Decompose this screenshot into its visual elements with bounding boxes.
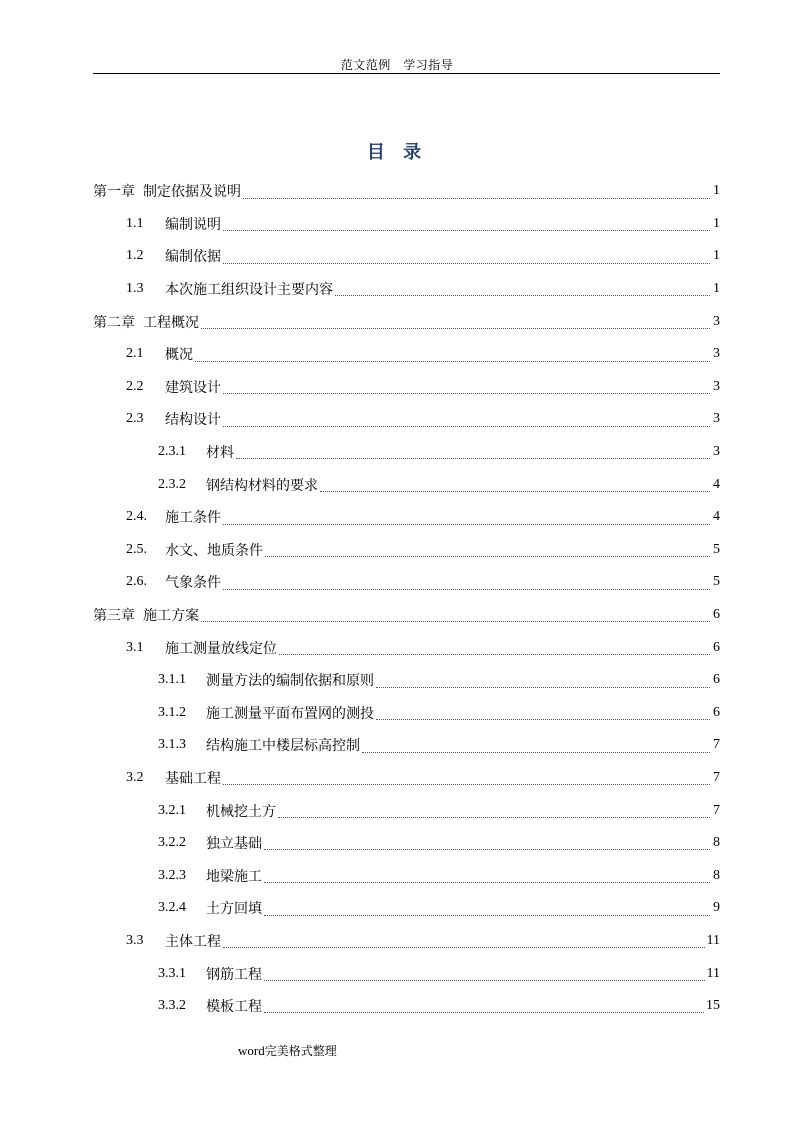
toc-leader-dots — [376, 718, 710, 720]
toc-entry-page: 5 — [713, 574, 720, 590]
toc-entry-number: 3.1 — [126, 639, 144, 655]
toc-entry-title: 基础工程 — [165, 770, 221, 787]
toc-leader-dots — [201, 620, 710, 622]
toc-entry-page: 7 — [713, 802, 720, 818]
toc-leader-dots — [223, 425, 710, 427]
toc-entry[interactable] — [93, 403, 720, 436]
toc-entry-page: 11 — [706, 932, 720, 948]
toc-entry[interactable] — [93, 566, 720, 599]
toc-entry[interactable] — [93, 599, 720, 632]
toc-entry-title: 建筑设计 — [165, 379, 221, 396]
toc-entry-title: 测量方法的编制依据和原则 — [206, 673, 374, 690]
toc-entry[interactable] — [93, 338, 720, 371]
toc-entry[interactable] — [93, 305, 720, 338]
toc-entry-page: 1 — [713, 248, 720, 264]
toc-entry-page: 1 — [713, 281, 720, 297]
toc-leader-dots — [264, 914, 710, 916]
toc-entry[interactable] — [93, 468, 720, 501]
toc-entry-number: 第一章 — [93, 184, 135, 201]
toc-entry[interactable] — [93, 240, 720, 273]
page-header: 范文范例 学习指导 — [340, 58, 454, 72]
toc-leader-dots — [264, 881, 710, 883]
toc-entry-number: 3.2.4 — [158, 900, 186, 916]
toc-entry-title: 地梁施工 — [206, 868, 262, 885]
toc-entry[interactable] — [93, 436, 720, 469]
toc-leader-dots — [335, 294, 710, 296]
toc-leader-dots — [264, 848, 710, 850]
toc-leader-dots — [223, 588, 710, 590]
toc-entry-page: 4 — [713, 476, 720, 492]
toc-entry-number: 2.5. — [126, 541, 147, 557]
toc-entry-title: 编制说明 — [165, 216, 221, 233]
toc-entry-title: 独立基础 — [206, 836, 262, 853]
toc-leader-dots — [264, 1011, 704, 1013]
toc-entry-title: 结构设计 — [165, 412, 221, 429]
toc-leader-dots — [243, 197, 710, 199]
toc-leader-dots — [195, 360, 710, 362]
toc-entry-number: 3.3.2 — [158, 998, 186, 1014]
toc-entry-number: 2.2 — [126, 378, 144, 394]
toc-entry-number: 第三章 — [93, 608, 135, 625]
toc-entry[interactable] — [93, 892, 720, 925]
toc-entry-number: 第二章 — [93, 314, 135, 331]
toc-entry[interactable] — [93, 501, 720, 534]
toc-entry-number: 3.3.1 — [158, 965, 186, 981]
toc-entry-title: 机械挖土方 — [206, 803, 276, 820]
toc-entry[interactable] — [93, 664, 720, 697]
toc-leader-dots — [279, 653, 710, 655]
toc-entry-title: 工程概况 — [143, 314, 199, 331]
toc-entry-page: 15 — [706, 998, 720, 1014]
table-of-contents — [93, 175, 720, 1022]
toc-entry-page: 7 — [713, 737, 720, 753]
toc-entry-number: 3.1.3 — [158, 737, 186, 753]
toc-entry-number: 1.2 — [126, 248, 144, 264]
toc-entry[interactable] — [93, 208, 720, 241]
toc-entry-number: 2.3.2 — [158, 476, 186, 492]
toc-title: 目 录 — [366, 142, 428, 163]
toc-entry[interactable] — [93, 534, 720, 567]
toc-entry-title: 主体工程 — [165, 933, 221, 950]
toc-entry[interactable] — [93, 273, 720, 306]
toc-entry[interactable] — [93, 957, 720, 990]
toc-entry[interactable] — [93, 762, 720, 795]
toc-entry-number: 3.2 — [126, 769, 144, 785]
toc-entry-title: 施工条件 — [165, 510, 221, 527]
toc-leader-dots — [223, 262, 710, 264]
toc-entry-title: 气象条件 — [165, 575, 221, 592]
toc-entry-page: 11 — [706, 965, 720, 981]
toc-entry-number: 3.3 — [126, 932, 144, 948]
toc-entry-number: 3.2.1 — [158, 802, 186, 818]
toc-entry-number: 1.1 — [126, 215, 144, 231]
toc-entry-number: 3.1.1 — [158, 672, 186, 688]
toc-entry[interactable] — [93, 631, 720, 664]
toc-entry-page: 1 — [713, 215, 720, 231]
page-footer — [238, 1042, 337, 1059]
toc-entry[interactable] — [93, 697, 720, 730]
toc-entry-title: 钢筋工程 — [206, 966, 262, 983]
toc-entry-title: 制定依据及说明 — [143, 184, 241, 201]
toc-entry-page: 5 — [713, 541, 720, 557]
footer-label: 完美格式整理 — [264, 1044, 337, 1058]
toc-entry-title: 钢结构材料的要求 — [206, 477, 318, 494]
toc-entry-page: 8 — [713, 867, 720, 883]
toc-leader-dots — [236, 457, 710, 459]
toc-entry-title: 概况 — [165, 347, 193, 364]
toc-entry[interactable] — [93, 371, 720, 404]
toc-leader-dots — [264, 979, 705, 981]
toc-entry-page: 6 — [713, 607, 720, 623]
toc-leader-dots — [201, 327, 710, 329]
toc-entry-page: 3 — [713, 313, 720, 329]
toc-entry-page: 4 — [713, 509, 720, 525]
toc-entry-number: 2.3 — [126, 411, 144, 427]
toc-entry[interactable] — [93, 729, 720, 762]
toc-entry-number: 3.2.2 — [158, 835, 186, 851]
toc-entry[interactable] — [93, 794, 720, 827]
toc-entry-title: 结构施工中楼层标高控制 — [206, 738, 360, 755]
toc-entry-page: 6 — [713, 704, 720, 720]
toc-entry-page: 6 — [713, 639, 720, 655]
toc-entry-page: 6 — [713, 672, 720, 688]
toc-entry-number: 3.1.2 — [158, 704, 186, 720]
toc-entry-title: 材料 — [206, 445, 234, 462]
toc-entry-number: 2.4. — [126, 509, 147, 525]
toc-entry[interactable] — [93, 175, 720, 208]
toc-entry-title: 模板工程 — [206, 999, 262, 1016]
toc-entry-title: 施工测量放线定位 — [165, 640, 277, 657]
toc-entry-title: 施工方案 — [143, 608, 199, 625]
toc-entry-page: 8 — [713, 835, 720, 851]
toc-entry[interactable] — [93, 925, 720, 958]
toc-entry-page: 1 — [713, 183, 720, 199]
toc-entry-number: 2.3.1 — [158, 444, 186, 460]
toc-entry-number: 2.1 — [126, 346, 144, 362]
toc-entry-page: 3 — [713, 444, 720, 460]
toc-entry-title: 编制依据 — [165, 249, 221, 266]
toc-entry-page: 3 — [713, 411, 720, 427]
toc-leader-dots — [223, 229, 710, 231]
toc-leader-dots — [223, 392, 710, 394]
toc-leader-dots — [362, 751, 710, 753]
header-rule — [93, 73, 720, 74]
toc-entry-page: 3 — [713, 378, 720, 394]
toc-entry[interactable] — [93, 859, 720, 892]
toc-entry-title: 水文、地质条件 — [165, 542, 263, 559]
toc-entry-number: 2.6. — [126, 574, 147, 590]
toc-leader-dots — [320, 490, 710, 492]
toc-entry-page: 9 — [713, 900, 720, 916]
toc-entry-title: 施工测量平面布置网的测投 — [206, 705, 374, 722]
toc-leader-dots — [278, 816, 710, 818]
toc-leader-dots — [223, 783, 710, 785]
toc-entry-page: 7 — [713, 769, 720, 785]
toc-entry-number: 3.2.3 — [158, 867, 186, 883]
toc-entry[interactable] — [93, 990, 720, 1023]
toc-leader-dots — [223, 523, 710, 525]
toc-leader-dots — [223, 946, 705, 948]
toc-leader-dots — [376, 686, 710, 688]
toc-entry-title: 本次施工组织设计主要内容 — [165, 282, 333, 299]
toc-entry[interactable] — [93, 827, 720, 860]
toc-leader-dots — [265, 555, 710, 557]
footer-word: word — [238, 1043, 265, 1058]
toc-entry-number: 1.3 — [126, 281, 144, 297]
toc-entry-title: 土方回填 — [206, 901, 262, 918]
toc-entry-page: 3 — [713, 346, 720, 362]
